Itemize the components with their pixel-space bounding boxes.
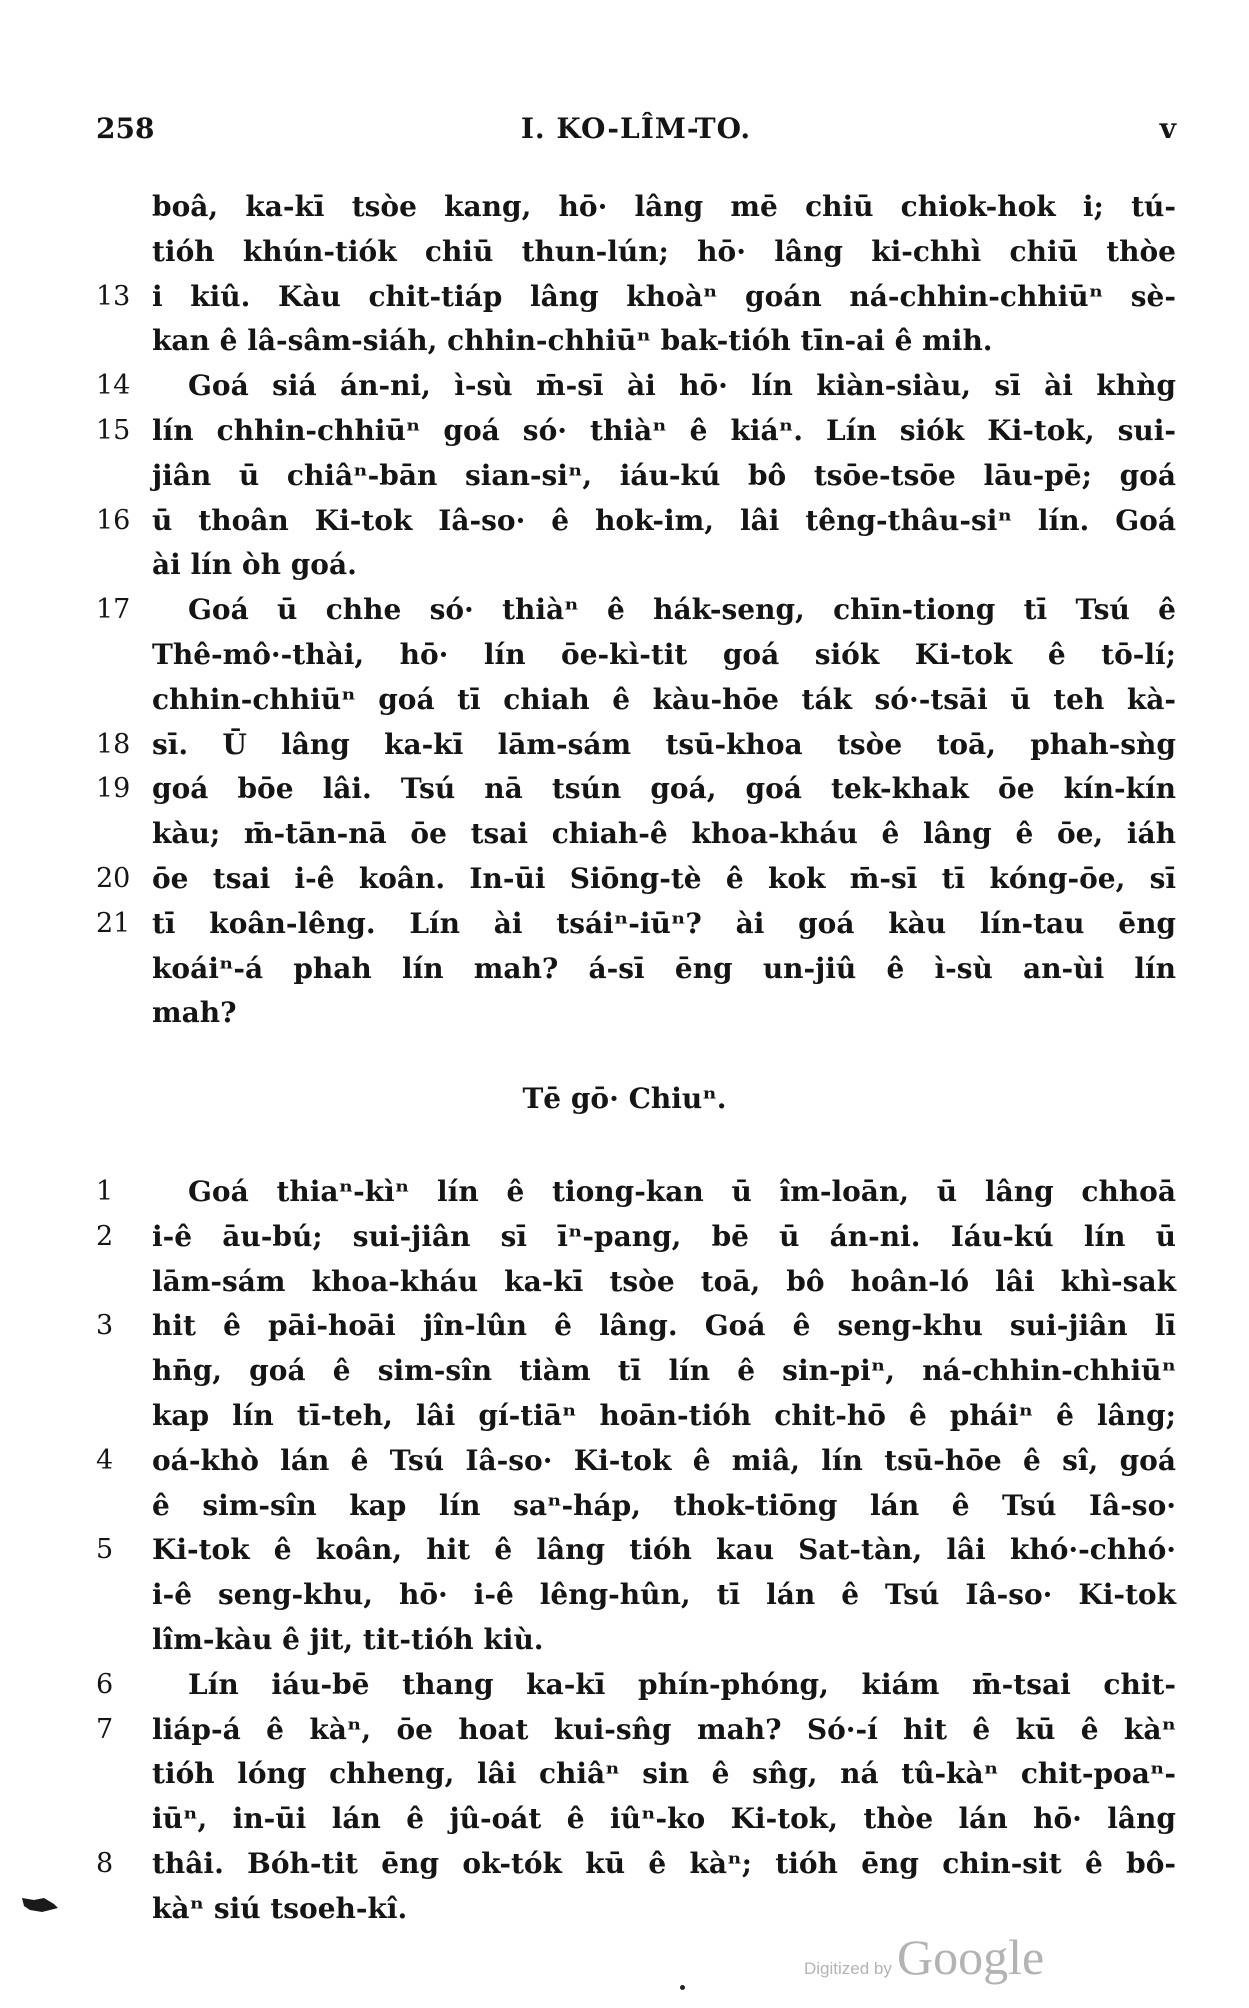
text-line xyxy=(96,1349,1176,1394)
text-line xyxy=(96,1304,1176,1349)
line-text: koáiⁿ-á phah lín mah? á-sī ēng un-jiû ê ì-sù an-ùi lín xyxy=(152,951,1176,985)
watermark-brand: Google xyxy=(896,1929,1045,1985)
text-line xyxy=(96,1708,1176,1753)
running-title: I. KO-LÎM-TO. xyxy=(520,112,752,145)
text-line xyxy=(96,588,1176,633)
line-text: boâ, ka-kī tsòe kang, hō· lâng mē chiū chiok-hok i; tú- xyxy=(152,190,1176,223)
line-text: ōe tsai i-ê koân. In-ūi Siōng-tè ê kok m̄-sī tī kóng-ōe, sī xyxy=(152,861,1176,895)
text-line xyxy=(96,499,1176,544)
page-number: 258 xyxy=(96,112,155,145)
line-text: kap lín tī-teh, lâi gí-tiāⁿ hoān-tióh chit-hō ê pháiⁿ ê lâng; xyxy=(152,1398,1176,1432)
text-line xyxy=(96,812,1176,857)
verse-number: 15 xyxy=(96,414,131,446)
verse-number: 7 xyxy=(96,1713,114,1745)
text-line xyxy=(96,633,1176,678)
text-line xyxy=(96,1752,1176,1797)
text-line xyxy=(96,1260,1176,1305)
text-line xyxy=(96,1887,1176,1932)
line-text: lām-sám khoa-kháu ka-kī tsòe toā, bô hoân-ló lâi khì-sak xyxy=(152,1264,1176,1298)
verse-number: 4 xyxy=(96,1444,114,1476)
verse-number: 21 xyxy=(96,907,131,939)
line-text: iūⁿ, in-ūi lán ê jû-oát ê iûⁿ-ko Ki-tok, thòe lán hō· lâng xyxy=(152,1802,1176,1836)
line-text: Goá siá án-ni, ì-sù m̄-sī ài hō· lín kiàn-siàu, sī ài khǹg xyxy=(188,369,1176,403)
text-line xyxy=(96,454,1176,499)
line-text: i kiû. Kàu chit-tiáp lâng khoàⁿ goán ná-chhin-chhiūⁿ sè- xyxy=(152,279,1176,313)
text-line xyxy=(96,1215,1176,1260)
text-line xyxy=(96,991,1176,1036)
text-line xyxy=(96,723,1176,768)
line-text: Thê-mô·-thài, hō· lín ōe-kì-tit goá siók Ki-tok ê tō-lí; xyxy=(152,637,1176,671)
verse-number: 6 xyxy=(96,1668,114,1700)
verse-number: 14 xyxy=(96,370,131,402)
verse-number: 2 xyxy=(96,1220,114,1252)
text-line xyxy=(96,857,1176,902)
text-line xyxy=(96,678,1176,723)
text-line xyxy=(96,1170,1176,1215)
line-text: tī koân-lêng. Lín ài tsáiⁿ-iūⁿ? ài goá kàu lín-tau ēng xyxy=(152,906,1176,940)
verse-number: 18 xyxy=(96,728,131,760)
line-text: ū thoân Ki-tok Iâ-so· ê hok-im, lâi têng-thâu-siⁿ lín. Goá xyxy=(152,503,1176,537)
verse-number: 17 xyxy=(96,594,131,626)
verse-number: 13 xyxy=(96,280,131,312)
line-text: liáp-á ê kàⁿ, ōe hoat kui-sn̂g mah? Só·-í hit ê kū ê kàⁿ xyxy=(152,1712,1176,1746)
text-line xyxy=(96,275,1176,320)
line-text: thâi. Bóh-tit ēng ok-tók kū ê kàⁿ; tióh ēng chin-sit ê bô- xyxy=(152,1846,1176,1880)
text-line xyxy=(96,1842,1176,1887)
line-text: oá-khò lán ê Tsú Iâ-so· Ki-tok ê miâ, lín tsū-hōe ê sî, goá xyxy=(152,1443,1176,1477)
verse-number: 16 xyxy=(96,504,131,536)
pointing-hand-icon xyxy=(20,1892,60,1916)
text-line xyxy=(96,947,1176,992)
text-line xyxy=(96,1528,1176,1573)
line-text: Lín iáu-bē thang ka-kī phín-phóng, kiám m̄-tsai chit- xyxy=(188,1667,1176,1701)
chapter-5-heading: Tē gō· Chiuⁿ. xyxy=(522,1082,727,1115)
line-text: i-ê āu-bú; sui-jiân sī īⁿ-pang, bē ū án-ni. Iáu-kú lín ū xyxy=(152,1219,1176,1253)
verse-number: 19 xyxy=(96,773,131,805)
watermark-prefix: Digitized by xyxy=(804,1959,892,1978)
line-text: ài lín òh goá. xyxy=(152,548,357,582)
line-text: kàu; m̄-tān-nā ōe tsai chiah-ê khoa-kháu ê lâng ê ōe, iáh xyxy=(152,817,1176,851)
line-text: mah? xyxy=(152,996,237,1030)
line-text: hn̄g, goá ê sim-sîn tiàm tī lín ê sin-piⁿ, ná-chhin-chhiūⁿ xyxy=(152,1354,1176,1388)
line-text: sī. Ū lâng ka-kī lām-sám tsū-khoa tsòe toā, phah-sǹg xyxy=(152,727,1176,761)
verse-number: 20 xyxy=(96,862,131,894)
line-text: hit ê pāi-hoāi jîn-lûn ê lâng. Goá ê seng-khu sui-jiân lī xyxy=(152,1309,1176,1343)
text-line xyxy=(96,1663,1176,1708)
text-line xyxy=(96,1394,1176,1439)
verse-number: 1 xyxy=(96,1176,114,1207)
signature-mark: v xyxy=(1159,112,1176,145)
text-line xyxy=(96,364,1176,409)
verse-number: 5 xyxy=(96,1534,114,1566)
text-line xyxy=(96,1618,1176,1663)
text-line xyxy=(96,319,1176,364)
line-text: ê sim-sîn kap lín saⁿ-háp, thok-tiōng lán ê Tsú Iâ-so· xyxy=(152,1488,1176,1522)
line-text: lín chhin-chhiūⁿ goá só· thiàⁿ ê kiáⁿ. Lín siók Ki-tok, sui- xyxy=(152,413,1176,447)
chapter-4-verses xyxy=(96,185,1176,1036)
text-line xyxy=(96,902,1176,947)
digitization-watermark xyxy=(804,1928,1044,1986)
print-speck xyxy=(680,1985,685,1990)
line-text: lîm-kàu ê jit, tit-tióh kiù. xyxy=(152,1622,544,1656)
line-text: goá bōe lâi. Tsú nā tsún goá, goá tek-khak ōe kín-kín xyxy=(152,772,1176,806)
chapter-5-verses xyxy=(96,1170,1176,1932)
line-text: tióh khún-tiók chiū thun-lún; hō· lâng ki-chhì chiū thòe xyxy=(152,234,1176,268)
line-text: Goá thiaⁿ-kìⁿ lín ê tiong-kan ū îm-loān, ū lâng chhoā xyxy=(188,1175,1176,1208)
line-text: Ki-tok ê koân, hit ê lâng tióh kau Sat-tàn, lâi khó·-chhó· xyxy=(152,1533,1176,1567)
line-text: Goá ū chhe só· thiàⁿ ê hák-seng, chīn-tiong tī Tsú ê xyxy=(188,593,1176,627)
text-line xyxy=(96,1797,1176,1842)
verse-number: 3 xyxy=(96,1310,114,1342)
line-text: i-ê seng-khu, hō· i-ê lêng-hûn, tī lán ê Tsú Iâ-so· Ki-tok xyxy=(152,1578,1176,1612)
text-line xyxy=(96,767,1176,812)
line-text: kàⁿ siú tsoeh-kî. xyxy=(152,1891,408,1925)
text-line xyxy=(96,1484,1176,1529)
line-text: kan ê lâ-sâm-siáh, chhin-chhiūⁿ bak-tióh tīn-ai ê mih. xyxy=(152,324,993,358)
verse-number: 8 xyxy=(96,1847,114,1879)
text-line xyxy=(96,185,1176,230)
line-text: chhin-chhiūⁿ goá tī chiah ê kàu-hōe ták só·-tsāi ū teh kà- xyxy=(152,682,1176,716)
running-header xyxy=(96,112,1176,162)
text-line xyxy=(96,1439,1176,1484)
text-line xyxy=(96,543,1176,588)
line-text: jiân ū chiâⁿ-bān sian-siⁿ, iáu-kú bô tsōe-tsōe lāu-pē; goá xyxy=(152,458,1176,492)
text-line xyxy=(96,409,1176,454)
line-text: tióh lóng chheng, lâi chiâⁿ sin ê sn̂g, ná tû-kàⁿ chit-poaⁿ- xyxy=(152,1757,1176,1791)
text-line xyxy=(96,230,1176,275)
text-line xyxy=(96,1573,1176,1618)
